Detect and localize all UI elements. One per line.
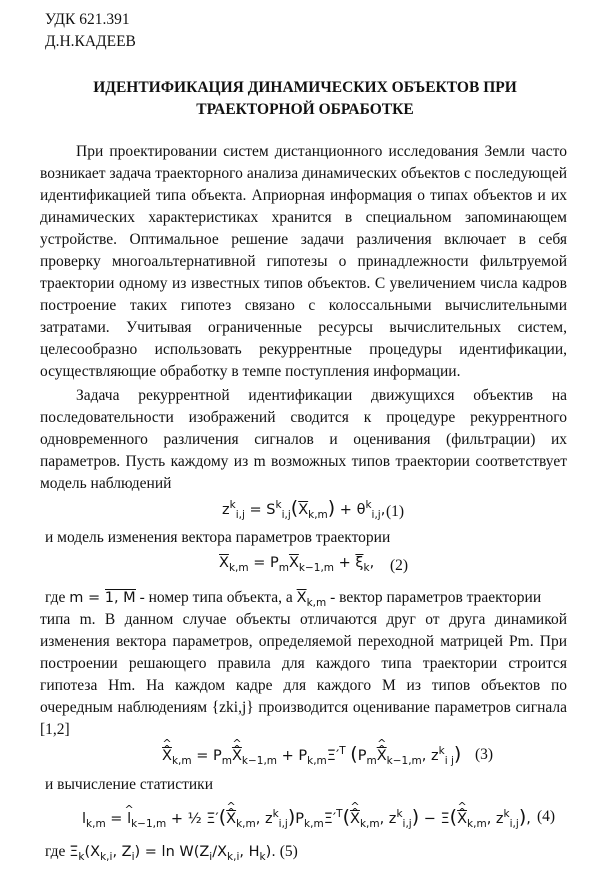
eq2-intro-text: и модель изменения вектора параметров траектории bbox=[45, 529, 391, 546]
eq5-where-word: где bbox=[45, 843, 66, 860]
paragraph-3-rest: типа m. В данном случае объекты отличаются друг от друга динамикой изменения вектора параметров, определяемой переходной матрицей Pm. При построении решающего правила для каждого типа траектории строится гипотеза Hm. На каждом кадре для каждого M из типов объектов по очередным наблюдениям {zki,j} производится оценивание параметров сигнала [1,2] bbox=[40, 611, 567, 738]
paragraph-3-line-1: где m = 1, M - номер типа объекта, а $\overline{X}_{k,m}$ - вектор параметров траектории bbox=[45, 589, 542, 609]
x-subscript: k,m bbox=[306, 596, 327, 609]
where-word: где bbox=[45, 589, 66, 606]
equation-5-line: где $\Xi_k(X_{k,i}$, $Z_i) = \ln W(Z_i/X_{k,i}$, $H_k$). (5) bbox=[45, 843, 298, 863]
paper-title-line-1: ИДЕНТИФИКАЦИЯ ДИНАМИЧЕСКИХ ОБЪЕКТОВ ПРИ bbox=[93, 79, 517, 96]
paragraph-2: Задача рекуррентной идентификации движущихся объектив на последовательности изображений сводится к процедуре рекуррентного одновременного различения сигналов и оценивания (фильтрации) их параметров. Пусть каждому из m возможных типов траектории соответствует модель наблюдений bbox=[40, 387, 567, 492]
param-vector-text: - вектор параметров траектории bbox=[330, 589, 542, 606]
equation-2: $\overline{X}_{k,m} = P_m\overline{X}_{k-1,m} + \overline{\xi}_k$, bbox=[219, 555, 375, 574]
equation-3-number: (3) bbox=[475, 746, 494, 763]
equation-1-number: (1) bbox=[386, 503, 405, 520]
equation-2-number: (2) bbox=[390, 557, 409, 574]
object-type-text: - номер типа объекта, а bbox=[139, 589, 293, 606]
x-symbol: $\overline{X}$ bbox=[296, 590, 307, 606]
equation-1: $z^k_{i,j} = S^k_{i,j}(\overline{X}_{k,m}) + \theta^k_{i,j}$, bbox=[222, 497, 386, 521]
paragraph-1: При проектировании систем дистанционного исследования Земли часто возникает задача траекторного анализа динамических объектов с последующей идентификацией типа объекта. Априорная информация о типах объектов и их динамических характеристиках хранится в специальном запоминающем устройстве. Оптимальное решение задачи различения включает в себя проверку многоальтернативной гипотезы о принадлежности фильтруемой траектории одному из известных типов объектов. С увеличением числа кадров построение таких гипотез связано с колоссальными вычислительными затратами. Учитывая ограниченные ресурсы вычислительных систем, целесообразно использовать рекуррентные процедуры идентификации, осуществляющие обработку в темпе поступления информации. bbox=[40, 143, 567, 380]
equation-3: ^ $\overline{X}$ $\^{}_{k,m}$ = $P_m\^{}$ $\overline{X}$ $\^{}_{k-1,m} + P_{k,m}\Xi'^T$ ($P_m\^{}$ $\overline{X}$ $\^{}_{k-1,m}$, $z^k_{i j}$) bbox=[162, 743, 461, 767]
paper-title-line-2: ТРАЕКТОРНОЙ ОБРАБОТКЕ bbox=[196, 101, 414, 118]
equation-4-number: (4) bbox=[537, 808, 556, 825]
equation-4: $l_{k,m}$ = ^ $l_{k-1,m}$ + ½ Ξ′(^ $\overline{X}$ $\^{}_{k,m}$, $z^k_{i,j})P_{k,m}\Xi'^T(\^{}$ $\overline{X}$ $\^{}_{k,m}$, $z^k_{i,j}$) − Ξ(^ $\overline{X}$ $\^{}_{k,m}$, $z^k_{i,j}$), bbox=[82, 806, 531, 830]
udk-code: УДК 621.391 bbox=[45, 11, 130, 28]
equation-5-number: (5) bbox=[279, 843, 298, 860]
statistic-intro-text: и вычисление статистики bbox=[45, 776, 213, 793]
author-name: Д.Н.КАДЕЕВ bbox=[45, 33, 136, 50]
